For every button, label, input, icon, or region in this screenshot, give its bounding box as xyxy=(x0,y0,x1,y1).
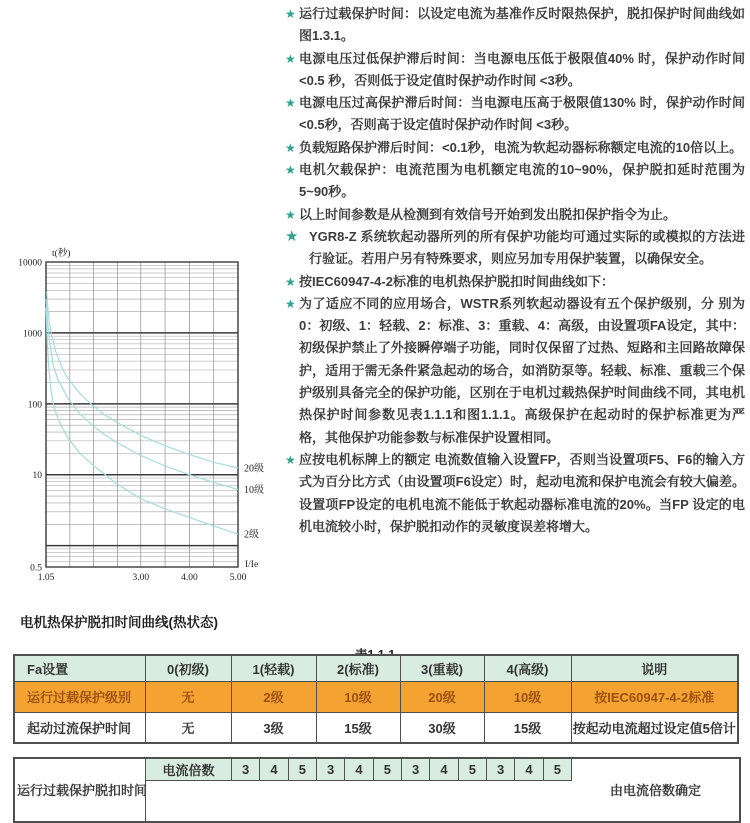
x-tick-label: 4.00 xyxy=(181,573,198,583)
current-multiple-value-cell: 5 xyxy=(374,759,402,781)
y-axis-label: t(秒) xyxy=(52,249,71,259)
curve-label: 2级 xyxy=(244,529,259,541)
bullet-item xyxy=(285,92,745,137)
star-bullet-icon: ★ xyxy=(285,163,296,178)
table-row xyxy=(14,681,738,712)
bullet-item xyxy=(285,449,745,538)
table-cell: 按IEC60947-4-2标准 xyxy=(571,681,738,712)
table-cell: 无 xyxy=(145,712,231,743)
current-multiple-value-cell: 5 xyxy=(544,759,572,781)
bullet-text: 负载短路保护滞后时间：<0.1秒，电流为软起动器标称额定电流的10倍以上。 xyxy=(299,139,743,155)
table-cell: 按起动电流超过设定值5倍计 xyxy=(571,712,738,743)
table-header-cell: 4(高级) xyxy=(484,655,571,681)
chart-caption: 电机热保护脱扣时间曲线(热状态) xyxy=(20,615,218,630)
table-header-row xyxy=(14,655,738,681)
bullet-item xyxy=(285,3,745,48)
table-header-cell: 0(初级) xyxy=(145,655,231,681)
current-multiple-value-cell: 3 xyxy=(317,759,345,781)
x-tick-label: 1.05 xyxy=(37,573,55,583)
bullet-text: 为了适应不同的应用场合，WSTR系列软起动器设有五个保护级别，分 别为0：初级、1：轻载、2：标准、3：重载、4：高级，由设置项FA设定，其中：初级保护禁止了外接瞬停端子功能，同时仅保留了过热、短路和主回路故障保护，适用于需无条件紧急起动的场合，如消防泵等。轻载、标准、重载三个保护级别具备完全的保护功能，区别在于电机过载热保护时间曲线不同，其电机热保护时间参数见表1.1.1和图1.1.1。高级保护在起动时的保护标准更为严格，其他保护功能参数与标准保护设置相同。 xyxy=(299,295,745,445)
table-cell: 2级 xyxy=(231,681,316,712)
table-cell: 15级 xyxy=(484,712,571,743)
table-cell: 10级 xyxy=(316,681,400,712)
star-bullet-icon: ★ xyxy=(285,296,296,311)
thermal-trip-curve-chart xyxy=(8,245,283,597)
table-header-cell: 2(标准) xyxy=(316,655,400,681)
bullet-text: 以上时间参数是从检测到有效信号开始到发出脱扣保护指令为止。 xyxy=(299,206,677,222)
table-header-row xyxy=(14,655,738,681)
bullet-text: 应按电机标牌上的额定 电流数值输入设置FP，否则当设置项F5、F6的输入方式为百分比方式（由设置项F6设定）时，起动电流和保护电流会有较大偏差。设置项FP设定的电机电流不能低于软起动器标准电流的20%。当FP 设定的电机电流较小时，保护脱扣动作的灵敏度误差将增大。 xyxy=(299,451,745,534)
bullet-text: 电源电压过高保护滞后时间：当电源电压高于极限值130% 时，保护动作时间 <0.5秒，否则高于设定值时保护动作时间 <3秒。 xyxy=(299,95,745,133)
bullet-text: 按IEC60947-4-2标准的电机热保护脱扣时间曲线如下： xyxy=(299,273,614,289)
star-bullet-icon: ★ xyxy=(285,96,296,111)
protection-level-table xyxy=(13,654,739,744)
star-bullet-icon: ★ xyxy=(285,452,296,467)
x-tick-label: 3.00 xyxy=(132,573,150,583)
current-multiple-value-cell: 3 xyxy=(487,759,515,781)
bullet-item xyxy=(285,48,745,93)
bullet-text: 运行过载保护时间：以设定电流为基准作反时限热保护，脱扣保护时间曲线如图1.3.1。 xyxy=(299,6,745,44)
table-cell: 无 xyxy=(145,681,231,712)
protection-bullet-list xyxy=(285,3,745,538)
x-axis-label: I/Ie xyxy=(245,560,259,570)
star-bullet-icon: ★ xyxy=(285,140,296,155)
curve-label: 20级 xyxy=(244,463,264,475)
plot-border xyxy=(46,262,238,567)
current-multiple-value-cell: 5 xyxy=(289,759,317,781)
star-bullet-icon: ★ xyxy=(285,51,296,66)
bullet-item xyxy=(285,159,745,204)
bullet-item xyxy=(285,271,745,293)
table-header-cell: 3(重载) xyxy=(400,655,484,681)
table-cell: 30级 xyxy=(400,712,484,743)
star-bullet-icon: ★ xyxy=(285,207,296,222)
table-cell: 15级 xyxy=(316,712,400,743)
table-header-cell: 1(轻载) xyxy=(231,655,316,681)
current-multiple-value-cell: 3 xyxy=(232,759,260,781)
table-header-cell: 说明 xyxy=(571,655,738,681)
star-bullet-icon: ★ xyxy=(285,7,296,21)
partial-row-label: 运行过载保护脱扣时间 xyxy=(17,783,148,798)
current-multiple-value-cell: 3 xyxy=(402,759,430,781)
curve-label: 10级 xyxy=(244,484,264,496)
partial-row-description: 由电流倍数确定 xyxy=(609,783,701,798)
current-multiple-value-cell: 4 xyxy=(430,759,458,781)
current-multiple-value-cell: 4 xyxy=(515,759,543,781)
bullet-text: 电源电压过低保护滞后时间：当电源电压低于极限值40% 时，保护动作时间 <0.5 秒，否则低于设定值时保护动作时间 <3秒。 xyxy=(299,50,745,88)
bullet-item xyxy=(285,293,745,449)
table-cell: 20级 xyxy=(400,681,484,712)
table-header-cell: Fa设置 xyxy=(14,655,145,681)
star-bullet-icon: ★ xyxy=(285,227,299,245)
table-cell: 运行过载保护级别 xyxy=(14,681,145,712)
table-cell: 3级 xyxy=(231,712,316,743)
current-multiple-header-cell: 电流倍数 xyxy=(146,759,232,781)
current-multiple-value-cell: 4 xyxy=(260,759,288,781)
table-body xyxy=(14,681,738,743)
y-tick-label: 10 xyxy=(32,471,42,482)
table-cell: 10级 xyxy=(484,681,571,712)
current-multiple-value-cell: 4 xyxy=(345,759,373,781)
bullet-text: YGR8-Z 系统软起动器所列的所有保护功能均可通过实际的或模拟的方法进行验证。若用户另有特殊要求，则应另加专用保护装置，以确保安全。 xyxy=(309,228,745,267)
current-multiple-value-cell: 5 xyxy=(459,759,487,781)
y-tick-label: 1000 xyxy=(23,329,42,340)
trip-class-curve xyxy=(47,292,238,468)
bullet-item xyxy=(285,204,745,226)
bullet-item xyxy=(285,226,745,271)
y-tick-label: 10000 xyxy=(18,258,42,269)
current-multiple-table-partial xyxy=(13,757,741,823)
table-cell: 起动过流保护时间 xyxy=(14,712,145,743)
table-row xyxy=(14,712,738,743)
x-tick-label: 5.00 xyxy=(229,573,247,583)
y-tick-label: 0.5 xyxy=(30,563,42,574)
trip-class-curve xyxy=(46,307,238,534)
bullet-item xyxy=(285,137,745,159)
star-bullet-icon: ★ xyxy=(285,274,296,289)
bullet-text: 电机欠载保护：电流范围为电机额定电流的10~90%，保护脱扣延时范围为5~90秒。 xyxy=(299,162,745,200)
y-tick-label: 100 xyxy=(27,400,42,411)
